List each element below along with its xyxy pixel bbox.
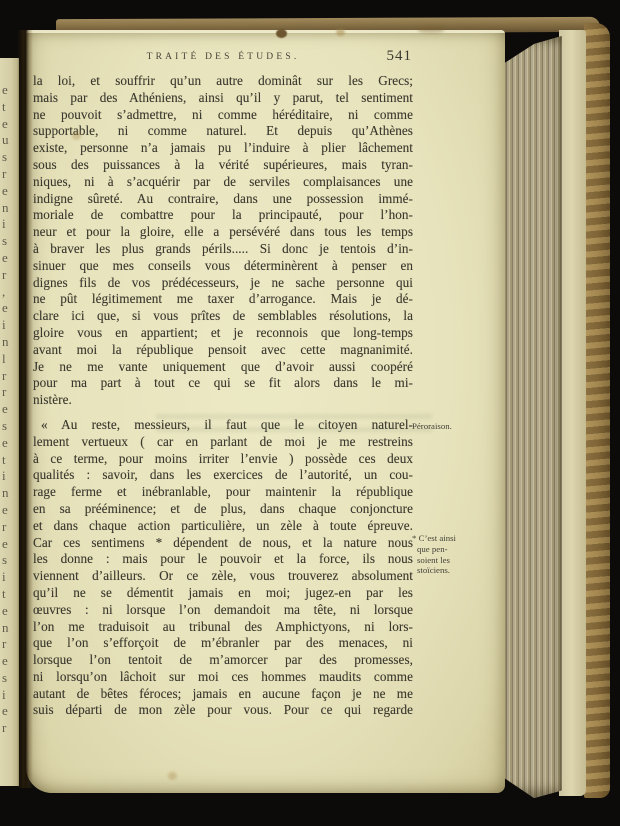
text-line: avant moi la république pensoit avec cette magnanimité. xyxy=(33,341,413,357)
foxing-spot xyxy=(418,26,444,33)
text-line: lement vertueux ( car en parlant de moi je me restreins xyxy=(33,433,413,449)
text-line: et dans chaque action particulière, un zèle à toute épreuve. xyxy=(33,517,413,533)
gutter-shadow xyxy=(17,30,33,788)
text-line: nistère. xyxy=(33,392,72,408)
flyleaf-edge xyxy=(559,30,586,796)
fragment-char: i xyxy=(2,569,6,585)
fragment-char: t xyxy=(2,451,6,467)
text-line: pour ma part à tout ce qui se fit alors dans le mi- xyxy=(33,375,413,391)
margin-note-line: stoïciens. xyxy=(417,565,450,576)
fragment-char: e xyxy=(2,115,8,131)
text-line: ne pouvoit s’admettre, ni comme héréditaire, ni comme xyxy=(33,106,413,122)
fragment-char: s xyxy=(2,417,8,433)
text-line: viennent d’ailleurs. Or ce zèle, vous trouverez absolument xyxy=(33,568,413,584)
fragment-char: e xyxy=(2,501,8,517)
foxing-spot xyxy=(72,131,81,140)
fragment-char: e xyxy=(2,249,8,265)
fragment-char: r xyxy=(2,720,7,736)
fragment-char: r xyxy=(2,518,7,534)
fragment-char: i xyxy=(2,216,6,232)
body-text-block xyxy=(33,73,413,719)
text-line: que l’on s’efforçoit de m’ébranler par des menaces, ni xyxy=(33,635,413,651)
text-line: l’on me traduisoit au tribunal des Amphictyons, ni lors- xyxy=(33,618,413,634)
text-line: neur et pour la gloire, elle a persévéré dans tous les temps xyxy=(33,224,413,240)
text-line: suis départi de mon zèle pour vous. Pour ce qui regarde xyxy=(33,702,413,718)
fragment-char: r xyxy=(2,636,7,652)
facing-page-text-fragments xyxy=(2,82,18,737)
fragment-char: u xyxy=(2,132,9,148)
fragment-char: e xyxy=(2,82,8,97)
fragment-char: i xyxy=(2,317,6,333)
margin-note-line: soient les xyxy=(417,554,450,565)
page-number: 541 xyxy=(386,48,412,64)
page-edge-stack xyxy=(500,36,562,798)
text-line: dignes fils de vos prédécesseurs, je ne sache personne qui xyxy=(33,274,413,290)
text-line: ne pût légitimement me taxer d’arrogance. Mais je dé- xyxy=(33,291,413,307)
text-line: la loi, et souffrir qu’un autre dominât sur les Grecs; xyxy=(33,73,413,88)
ink-stain-spot xyxy=(276,29,287,38)
paragraph xyxy=(33,73,413,409)
text-line: ni lorsqu’on lâchoit sur moi ces hommes maudits comme xyxy=(33,668,413,684)
fragment-char: n xyxy=(2,333,9,349)
text-line: autant de bêtes féroces; jamais en aucune façon je ne me xyxy=(33,685,413,701)
fragment-char: e xyxy=(2,401,8,417)
text-line: œuvres : ni lorsque l’on demandoit ma tête, ni lorsque xyxy=(33,601,413,617)
fragment-char: l xyxy=(2,350,6,366)
fragment-char: r xyxy=(2,266,7,282)
text-line: Je ne me vante uniquement que d’avoir aussi coopéré xyxy=(33,358,413,374)
text-line: existe, personne n’a jamais pu l’induire à plier lâchement xyxy=(33,140,413,156)
text-line: Car ces sentimens * dépendent de nous, et la nature nous xyxy=(33,534,413,550)
fragment-char: e xyxy=(2,434,8,450)
fragment-char: t xyxy=(2,98,6,114)
text-line: à ce terme, pour moins irriter l’envie ) possède ces deux xyxy=(33,450,413,466)
text-line: à braver les plus grands périls..... Si donc je tentois d’in- xyxy=(33,240,413,256)
text-line: rage ferme et inébranlable, pour maintenir la république xyxy=(33,484,413,500)
fragment-char: e xyxy=(2,300,8,316)
margin-note-line: * C’est ainsi xyxy=(412,533,456,543)
fragment-char: e xyxy=(2,535,8,551)
book-page xyxy=(26,30,505,793)
fragment-char: , xyxy=(2,283,6,299)
text-line: indigne sûreté. Au contraire, dans une possession immé- xyxy=(33,190,413,206)
text-line: supportable, ni comme naturel. Et depuis qu’Athènes xyxy=(33,123,413,139)
text-line: sous des puissances à la vérité supérieures, mais tyran- xyxy=(33,156,413,172)
foxing-spot xyxy=(168,772,177,780)
text-line: mais par des Athéniens, ainsi qu’il y parut, tel sentiment xyxy=(33,89,413,105)
text-line: les donne : mais pour le pouvoir et la force, ils nous xyxy=(33,551,413,567)
text-line: en sa prééminence; et de plus, dans chaque conjoncture xyxy=(33,500,413,516)
fragment-char: s xyxy=(2,149,8,165)
fragment-char: n xyxy=(2,199,9,215)
fragment-char: e xyxy=(2,653,8,669)
fragment-char: r xyxy=(2,384,7,400)
text-line: qualités : savoir, dans les exercices de l’autorité, un cou- xyxy=(33,467,413,483)
fragment-char: s xyxy=(2,552,8,568)
text-line: niques, ni à s’acquérir par de serviles complaisances une xyxy=(33,173,413,189)
book-right-cover-edge xyxy=(584,23,610,798)
paragraph xyxy=(33,417,413,719)
text-line: qu’il ne se démentit jamais en moi; jugez-en par les xyxy=(33,584,413,600)
ink-bleed-through xyxy=(156,414,432,440)
fragment-char: e xyxy=(2,703,8,719)
fragment-char: t xyxy=(2,585,6,601)
fragment-char: e xyxy=(2,182,8,198)
fragment-char: r xyxy=(2,367,7,383)
margin-note-line: que pen- xyxy=(417,543,448,554)
text-line: gloire vous en appartient; et je reconnois que long-temps xyxy=(33,324,413,340)
text-line: moriale de combattre pour la principauté, pour l’hon- xyxy=(33,207,413,223)
text-line: « Au reste, messieurs, il faut que le citoyen naturel- xyxy=(41,416,413,432)
fragment-char: e xyxy=(2,602,8,618)
fragment-char: s xyxy=(2,233,8,249)
margin-note-text: Péroraison. xyxy=(412,421,452,431)
text-line: sinuer que mes conseils vous déterminèrent à penser en xyxy=(33,257,413,273)
text-line: clare ici que, si vous prîtes de semblables résolutions, la xyxy=(33,308,413,324)
running-header-title: TRAITÉ DES ÉTUDES. xyxy=(146,52,300,62)
fragment-char: s xyxy=(2,669,8,685)
foxing-spot xyxy=(336,29,345,36)
fragment-char: i xyxy=(2,468,6,484)
fragment-char: i xyxy=(2,686,6,702)
fragment-char: r xyxy=(2,165,7,181)
text-line: lorsque l’on tentoit de m’amorcer par des promesses, xyxy=(33,652,413,668)
margin-note-stoiciens xyxy=(412,533,500,576)
fragment-char: n xyxy=(2,485,9,501)
fragment-char: n xyxy=(2,619,9,635)
